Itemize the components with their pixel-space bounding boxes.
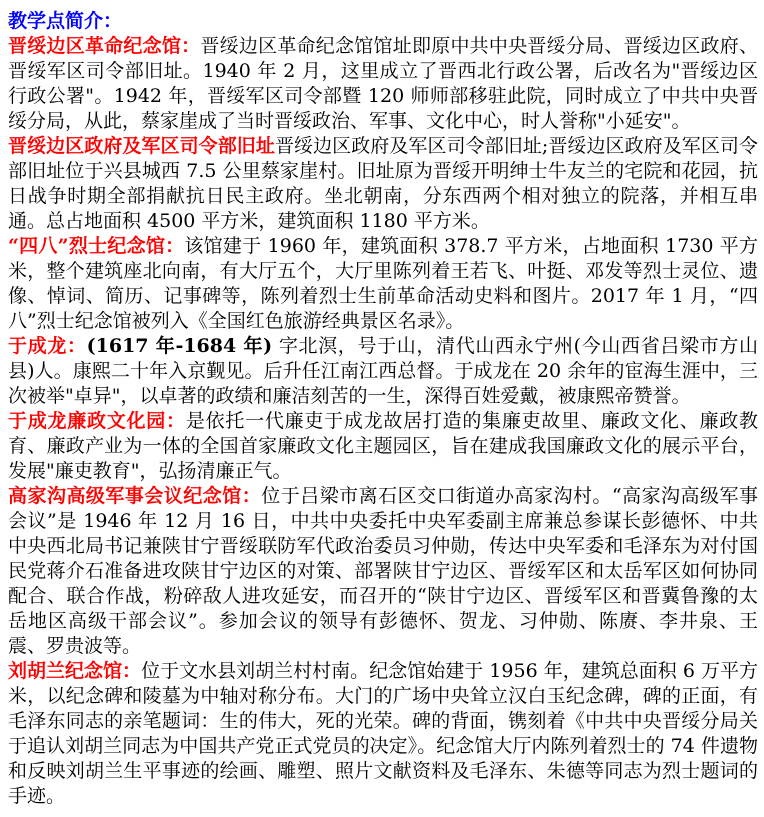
section-heading: 晋绥边区政府及军区司令部旧址: [8, 135, 275, 157]
section-jinsui-government-hq-site: [8, 134, 758, 234]
section-body: 晋绥边区政府及军区司令部旧址;晋绥边区政府及军区司令部旧址位于兴县城西 7.5 公里蔡家崖村。旧址原为晋绥开明绅士牛友兰的宅院和花园，抗日战争时期全部捐献抗日民主政府。坐北朝南，分东西两个相对独立的院落，并相互串通。总占地面积 4500 平方米，建筑面积 1180 平方米。: [8, 135, 758, 232]
section-heading: 刘胡兰纪念馆：: [8, 660, 142, 682]
section-heading: 晋绥边区革命纪念馆：: [8, 35, 201, 57]
section-yu-chenglong: [8, 334, 758, 409]
section-gaojiagou-military-meeting-memorial: [8, 484, 758, 659]
section-body: 位于吕梁市离石区交口街道办高家沟村。“高家沟高级军事会议”是 1946 年 12 月 16 日，中共中央委托中央军委副主席兼总参谋长彭德怀、中共中央西北局书记兼陕甘宁晋绥联防军代政治委员习仲勋，传达中央军委和毛泽东为对付国民党蒋介石准备进攻陕甘宁边区的对策、部署陕甘宁边区、晋绥军区和太岳军区如何协同配合、联合作战，粉碎敌人进攻延安，而召开的“陕甘宁边区、晋绥军区和晋冀鲁豫的太岳地区高级干部会议”。参加会议的领导有彭德怀、贺龙、习仲勋、陈赓、李井泉、王震、罗贵波等。: [8, 485, 758, 657]
section-body: 位于文水县刘胡兰村村南。纪念馆始建于 1956 年，建筑总面积 6 万平方米，以纪念碑和陵墓为中轴对称分布。大门的广场中央耸立汉白玉纪念碑，碑的正面，有毛泽东同志的亲笔题词：生的伟大，死的光荣。碑的背面，镌刻着《中共中央晋绥分局关于追认刘胡兰同志为中国共产党正式党员的决定》。纪念馆大厅内陈列着烈士的 74 件遗物和反映刘胡兰生平事迹的绘画、雕塑、照片文献资料及毛泽东、朱德等同志为烈士题词的手迹。: [8, 660, 758, 807]
section-liu-hulan-memorial: [8, 659, 758, 809]
section-siba-martyrs-memorial: [8, 234, 758, 334]
section-heading: 于成龙廉政文化园：: [8, 410, 186, 432]
section-jinsui-revolution-memorial: [8, 34, 758, 134]
section-body: 字北溟，号于山，清代山西永宁州(今山西省吕梁市方山县)人。康熙二十年入京觐见。后升任江南江西总督。于成龙在 20 余年的宦海生涯中，三次被举"卓异"，以卓著的政绩和廉洁刻苦的一生，深得百姓爱戴，被康熙帝赞誉。: [8, 335, 758, 407]
section-heading: 高家沟高级军事会议纪念馆：: [8, 485, 262, 507]
doc-title: 教学点简介：: [8, 10, 123, 32]
section-note: (1617 年-1684 年): [86, 335, 273, 357]
section-body: 是依托一代廉吏于成龙故居打造的集廉吏故里、廉政文化、廉政教育、廉政产业为一体的全国首家廉政文化主题园区，旨在建成我国廉政文化的展示平台，发展"廉吏教育"，弘扬清廉正气。: [8, 410, 758, 482]
section-body: 该馆建于 1960 年，建筑面积 378.7 平方米，占地面积 1730 平方米，整个建筑座北向南，有大厅五个，大厅里陈列着王若飞、叶挺、邓发等烈士灵位、遗像、悼词、简历、记事碑等，陈列着烈士生前革命活动史料和图片。2017 年 1 月，“四八”烈士纪念馆被列入《全国红色旅游经典景区名录》。: [8, 235, 758, 332]
section-heading: 于成龙：: [8, 335, 87, 357]
section-heading: “四八”烈士纪念馆：: [8, 235, 185, 257]
section-yu-chenglong-culture-park: [8, 409, 758, 484]
section-body: 晋绥边区革命纪念馆馆址即原中共中央晋绥分局、晋绥边区政府、晋绥军区司令部旧址。1940 年 2 月，这里成立了晋西北行政公署，后改名为"晋绥边区行政公署"。1942 年，晋绥军区司令部暨 120 师师部移驻此院，同时成立了中共中央晋绥分局，从此，蔡家崖成了当时晋绥政治、军事、文化中心，时人誉称"小延安"。: [8, 35, 758, 132]
